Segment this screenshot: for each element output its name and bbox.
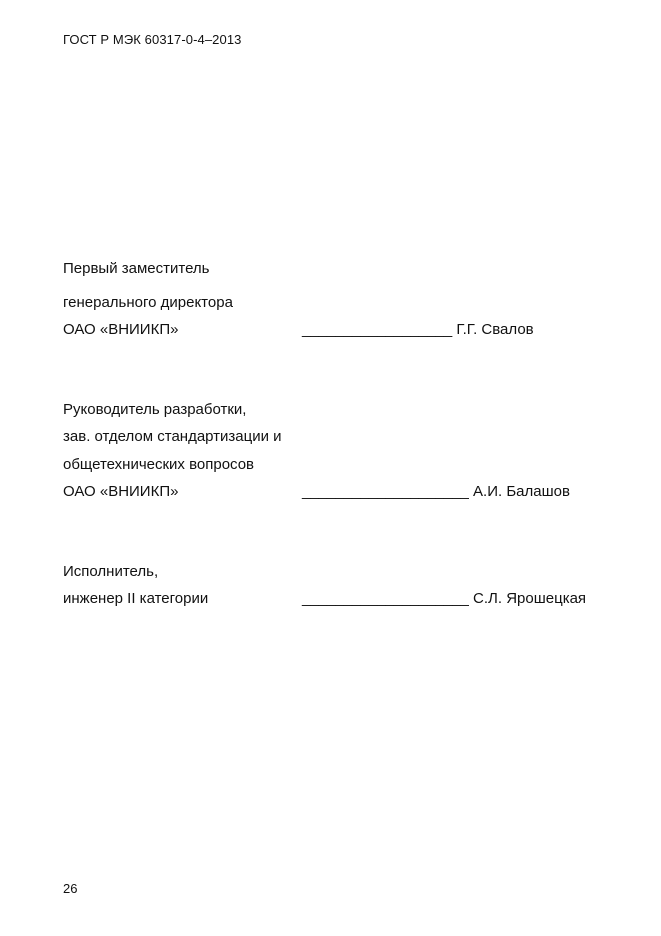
document-header: ГОСТ Р МЭК 60317-0-4–2013 xyxy=(63,32,242,47)
signatory-name: Г.Г. Свалов xyxy=(456,321,534,338)
block3-position-line-2: инженер II категории xyxy=(63,590,209,607)
block2-position-line-2: зав. отделом стандартизации и xyxy=(63,428,282,445)
block2-signature xyxy=(302,483,570,500)
block1-position-line-1: Первый заместитель xyxy=(63,260,210,277)
signature-line: ____________________ xyxy=(302,483,469,500)
block1-signature xyxy=(302,321,534,338)
block2-position-line-4: ОАО «ВНИИКП» xyxy=(63,483,179,500)
block2-position-line-1: Руководитель разработки, xyxy=(63,401,247,418)
signatory-name: А.И. Балашов xyxy=(473,483,570,500)
signature-line: ____________________ xyxy=(302,590,469,607)
block1-position-line-2: генерального директора xyxy=(63,294,233,311)
block2-position-line-3: общетехнических вопросов xyxy=(63,456,255,473)
block3-signature xyxy=(302,590,586,607)
signature-line: __________________ xyxy=(302,321,453,338)
signatory-name: С.Л. Ярошецкая xyxy=(473,590,587,607)
page-number: 26 xyxy=(63,881,78,896)
block3-position-line-1: Исполнитель, xyxy=(63,563,159,580)
block1-position-line-3: ОАО «ВНИИКП» xyxy=(63,321,179,338)
